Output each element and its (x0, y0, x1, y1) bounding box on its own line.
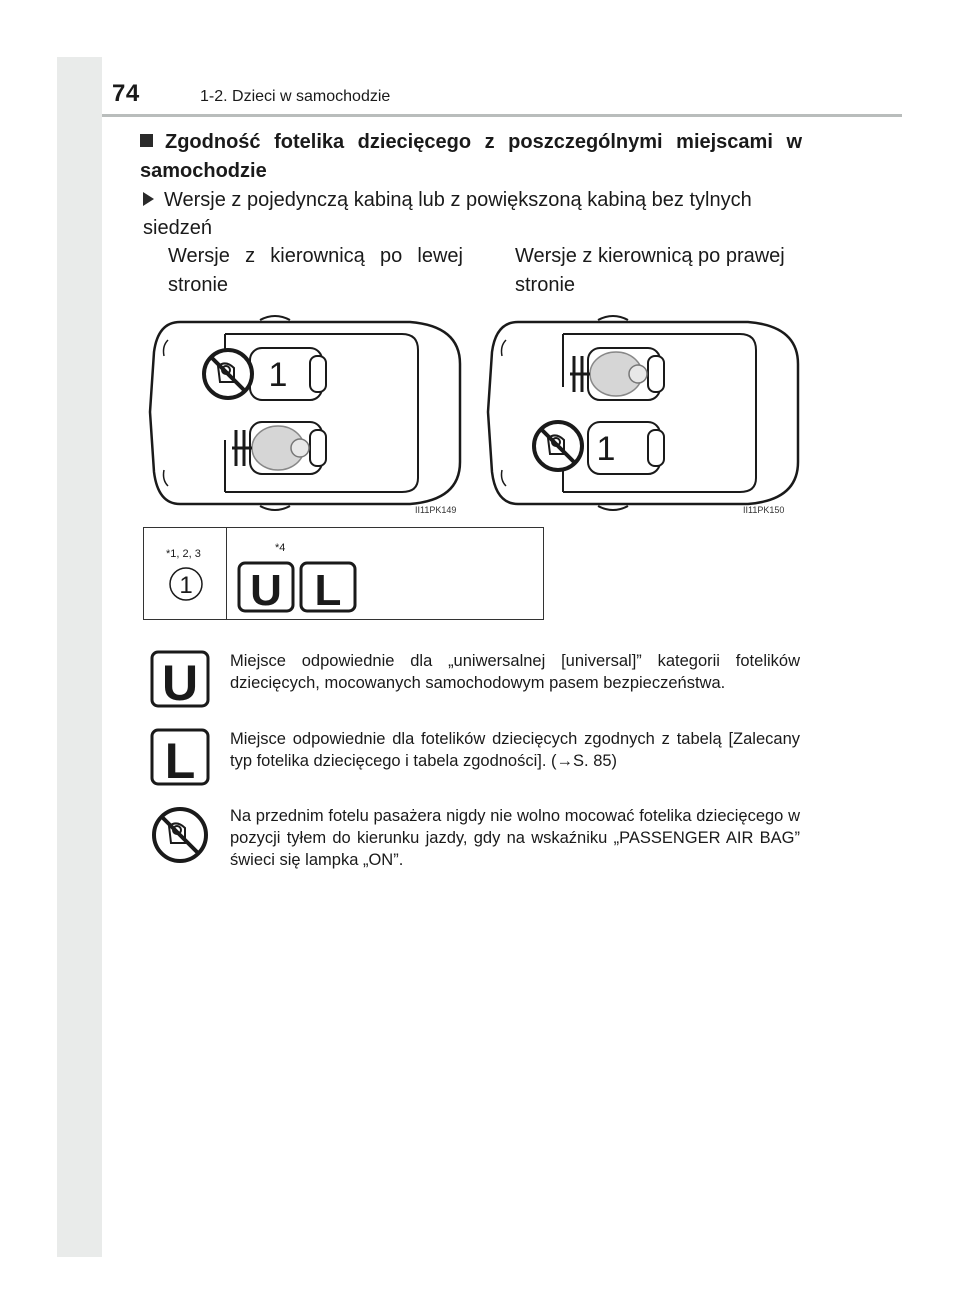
subsection-text: Wersje z pojedynczą kabiną lub z powiększoną kabiną bez tylnych siedzeń (143, 189, 752, 239)
svg-text:1: 1 (179, 572, 193, 599)
legend-text-universal: Miejsce odpowiednie dla „uniwersalnej [universal]” kategorii fotelików dziecięcych, mocowanych samochodowym pasem bezpieczeństwa. (230, 652, 800, 692)
page-side-band (57, 57, 102, 1257)
svg-text:1: 1 (596, 430, 616, 468)
diagram-code-right: II11PK150 (743, 505, 785, 515)
car-diagram-left (140, 312, 470, 527)
svg-text:L: L (164, 733, 196, 786)
legend-text-warning: Na przednim fotelu pasażera nigdy nie wolno mocować fotelika dziecięcego w pozycji tyłem do kierunku jazdy, gdy na wskaźniku „PASSENGER AIR BAG” świeci się lampka „ON”. (230, 807, 800, 869)
left-hand-drive-heading: Wersje z kierownicą po lewej stronie (168, 245, 463, 296)
page-number: 74 (112, 80, 140, 107)
square-bullet-icon (140, 134, 153, 147)
seat-number-badge (168, 566, 204, 602)
svg-text:L: L (314, 566, 342, 613)
section-title (140, 128, 802, 186)
header-rule (102, 114, 902, 117)
driver-seat-right (570, 348, 664, 400)
subsection-heading (143, 186, 803, 242)
svg-text:U: U (250, 566, 282, 613)
compatibility-table (143, 527, 544, 620)
no-rear-facing-seat-icon (204, 350, 252, 398)
l-category-icon (299, 561, 357, 613)
table-divider (226, 528, 227, 619)
car-diagram-right (478, 312, 808, 527)
svg-text:1: 1 (268, 356, 288, 394)
no-rear-facing-seat-icon (150, 805, 210, 865)
u-category-icon (150, 650, 210, 708)
driver-seat-left (232, 422, 326, 474)
legend-text-compatible: Miejsce odpowiednie dla fotelików dziecięcych zgodnych z tabelą [Zalecany typ fotelika dziecięcego i tabela zgodności]. (→S. 85) (230, 730, 800, 770)
right-hand-drive-heading: Wersje z kierownicą po prawej stronie (515, 245, 785, 296)
type-footnote: *4 (275, 542, 286, 554)
seat-1-right (588, 422, 664, 474)
section-title-text: Zgodność fotelika dziecięcego z poszczególnymi miejscami w samochodzie (140, 131, 802, 182)
car-top-view-right (478, 312, 808, 522)
seat-footnote: *1, 2, 3 (166, 548, 201, 560)
l-category-icon (150, 728, 210, 786)
seat-1-left (250, 348, 326, 400)
car-top-view-left (140, 312, 470, 522)
diagram-code-left: II11PK149 (415, 505, 457, 515)
svg-text:U: U (161, 655, 199, 708)
chapter-title: 1-2. Dzieci w samochodzie (200, 88, 391, 105)
page-header (102, 80, 902, 110)
triangle-bullet-icon (143, 192, 154, 206)
u-category-icon (237, 561, 295, 613)
no-rear-facing-seat-icon (534, 422, 582, 470)
